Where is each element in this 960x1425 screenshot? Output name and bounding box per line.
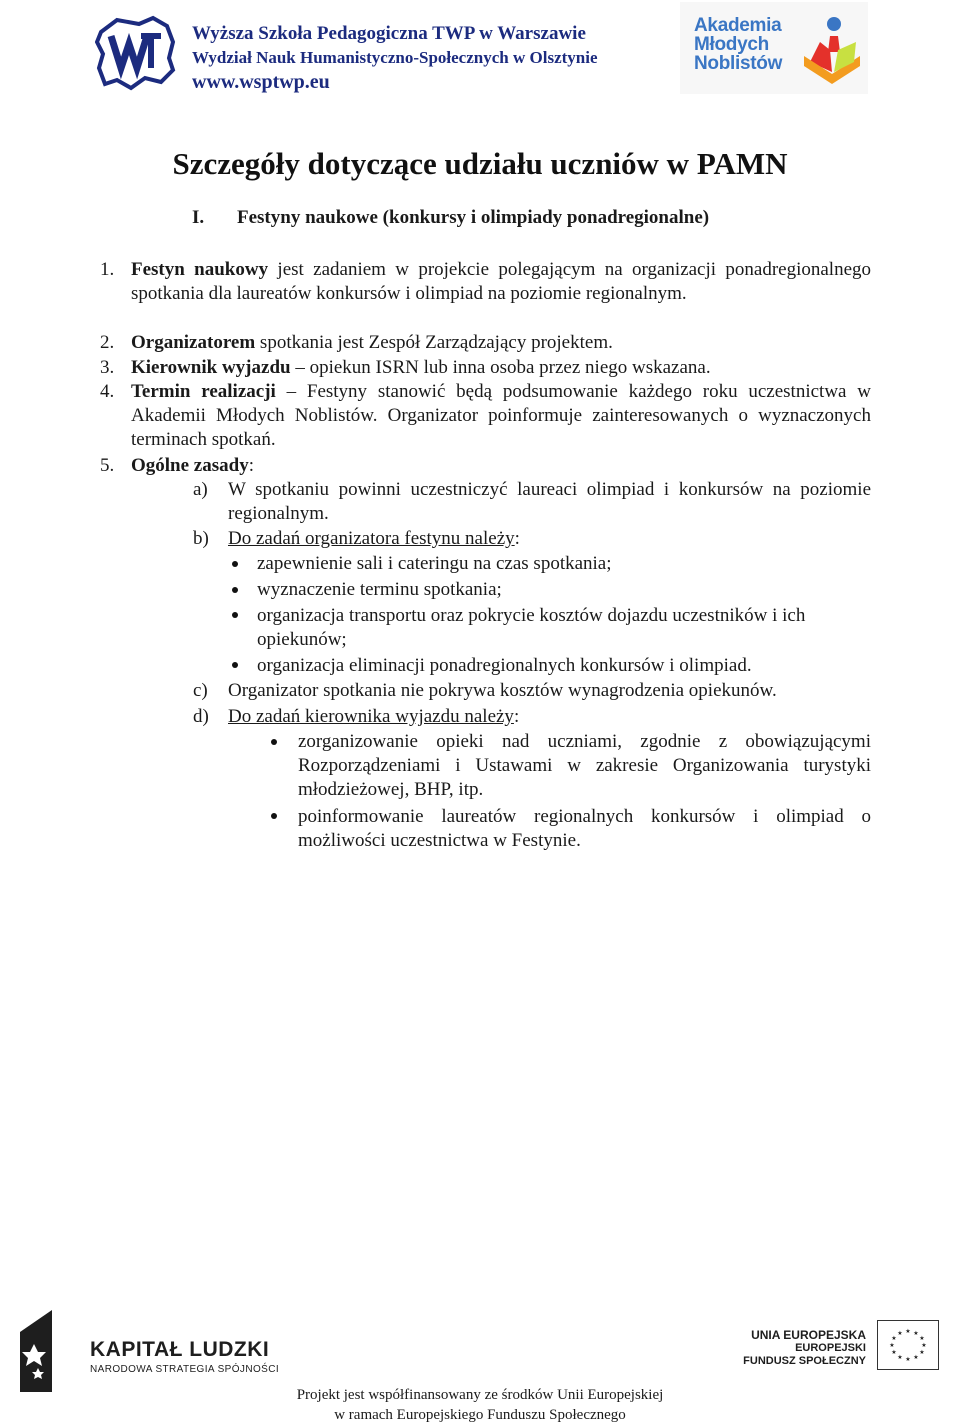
item-text: spotkania jest Zespół Zarządzający projektem. <box>255 332 613 353</box>
footer-line-2: w ramach Europejskiego Funduszu Społecznego <box>334 1407 626 1423</box>
list-item: poinformowanie laureatów regionalnych konkursów i olimpiad o możliwości uczestnictwa w Festynie. <box>298 806 871 851</box>
ue-line-3: FUNDUSZ SPOŁECZNY <box>743 1355 866 1367</box>
ue-line-1: UNIA EUROPEJSKA <box>751 1328 866 1342</box>
svg-text:★: ★ <box>897 1330 903 1337</box>
list-item: wyznaczenie terminu spotkania; <box>257 579 502 600</box>
sub-letter: b) <box>193 528 209 549</box>
item-zasady <box>131 454 871 478</box>
item-number: 4. <box>100 381 115 402</box>
bullet-icon <box>232 662 238 668</box>
item-text: : <box>248 455 254 476</box>
svg-text:★: ★ <box>897 1354 903 1361</box>
header-line-2: Wydział Nauk Humanistyczno-Społecznych w Olsztynie <box>192 48 598 67</box>
amn-logo <box>680 2 868 94</box>
item-bold: Festyn naukowy <box>131 259 269 280</box>
item-number: 1. <box>100 259 115 280</box>
svg-text:★: ★ <box>913 1330 919 1337</box>
item-text: – opiekun ISRN lub inna osoba przez niego wskazana. <box>290 357 711 378</box>
amn-book-icon <box>800 12 864 88</box>
ue-line-2: EUROPEJSKI <box>795 1342 866 1354</box>
wsp-logo <box>95 12 177 92</box>
section-title: Festyny naukowe (konkursy i olimpiady ponadregionalne) <box>237 207 710 228</box>
item-festyn <box>131 258 871 306</box>
item-number: 2. <box>100 332 115 353</box>
item-bold: Kierownik wyjazdu <box>131 357 291 378</box>
kapital-ludzki-subtitle: NARODOWA STRATEGIA SPÓJNOŚCI <box>90 1364 280 1375</box>
header-line-1: Wyższa Szkoła Pedagogiczna TWP w Warszawie <box>192 23 586 44</box>
sub-letter: c) <box>193 680 208 701</box>
kapital-ludzki-logo <box>12 1308 82 1392</box>
section-heading <box>192 207 709 229</box>
item-kierownik <box>131 356 871 380</box>
header-institution <box>192 22 598 94</box>
item-organizator <box>131 331 871 355</box>
bullet-icon <box>232 561 238 567</box>
header-website: www.wsptwp.eu <box>192 71 330 93</box>
kapital-ludzki-title: KAPITAŁ LUDZKI <box>90 1338 270 1361</box>
sub-heading-colon: : <box>513 706 520 727</box>
sub-d-heading <box>228 705 871 729</box>
bullet-icon <box>271 739 277 745</box>
svg-text:★: ★ <box>891 1349 897 1356</box>
sub-letter: d) <box>193 706 209 727</box>
eu-flag-icon <box>877 1320 939 1370</box>
bullet-icon <box>271 813 277 819</box>
item-text: jest zadaniem w projekcie polegającym na organizacji ponadregionalnego spotkania dla laureatów konkursów i olimpiad na poziomie regionalnym. <box>131 259 871 304</box>
item-bold: Termin realizacji <box>131 381 276 402</box>
amn-logo-line-1: Akademia <box>694 15 782 36</box>
svg-text:★: ★ <box>889 1342 895 1349</box>
amn-logo-line-3: Noblistów <box>694 53 783 74</box>
sub-a-text: W spotkaniu powinni uczestniczyć laureaci olimpiad i konkursów na poziomie regionalnym. <box>228 479 871 524</box>
item-number: 3. <box>100 357 115 378</box>
bullet-icon <box>232 612 238 618</box>
page-title: Szczegóły dotyczące udziału uczniów w PAMN <box>172 146 788 181</box>
ue-text <box>743 1329 866 1368</box>
item-number: 5. <box>100 455 115 476</box>
sub-heading-text: Do zadań kierownika wyjazdu należy <box>228 706 514 727</box>
amn-logo-line-2: Młodych <box>694 34 769 55</box>
svg-text:★: ★ <box>905 1356 911 1363</box>
list-item: zapewnienie sali i cateringu na czas spotkania; <box>257 553 612 574</box>
svg-text:★: ★ <box>921 1342 927 1349</box>
sub-b-heading <box>228 527 871 551</box>
svg-text:★: ★ <box>919 1349 925 1356</box>
svg-text:★: ★ <box>919 1335 925 1342</box>
list-item: organizacja eliminacji ponadregionalnych konkursów i olimpiad. <box>257 655 752 676</box>
svg-text:★: ★ <box>913 1354 919 1361</box>
item-bold: Ogólne zasady <box>131 455 249 476</box>
footer-line-1: Projekt jest współfinansowany ze środków Unii Europejskiej <box>296 1387 664 1403</box>
section-number: I. <box>192 207 205 228</box>
svg-text:★: ★ <box>905 1328 911 1335</box>
sub-heading-text: Do zadań organizatora festynu należy <box>228 528 515 549</box>
item-bold: Organizatorem <box>131 332 256 353</box>
item-text: – Festyny stanowić będą podsumowanie każdego roku uczestnictwa w Akademii Młodych Noblistów. Organizator poinformuje zainteresowanych o wyznaczonych terminach spotkań. <box>131 381 871 450</box>
sub-c-text: Organizator spotkania nie pokrywa kosztów wynagrodzenia opiekunów. <box>228 680 777 701</box>
sub-letter: a) <box>193 479 208 500</box>
footer-note <box>0 1385 960 1425</box>
list-item: organizacja transportu oraz pokrycie kosztów dojazdu uczestników i ich opiekunów; <box>257 605 806 650</box>
item-termin <box>131 380 871 452</box>
svg-text:★: ★ <box>891 1335 897 1342</box>
sub-heading-colon: : <box>514 528 520 549</box>
bullet-icon <box>232 587 238 593</box>
list-item: zorganizowanie opieki nad uczniami, zgodnie z obowiązującymi Rozporządzeniami i Ustawami w zakresie Organizowania turystyki młodzieżowej, BHP, itp. <box>298 731 871 800</box>
